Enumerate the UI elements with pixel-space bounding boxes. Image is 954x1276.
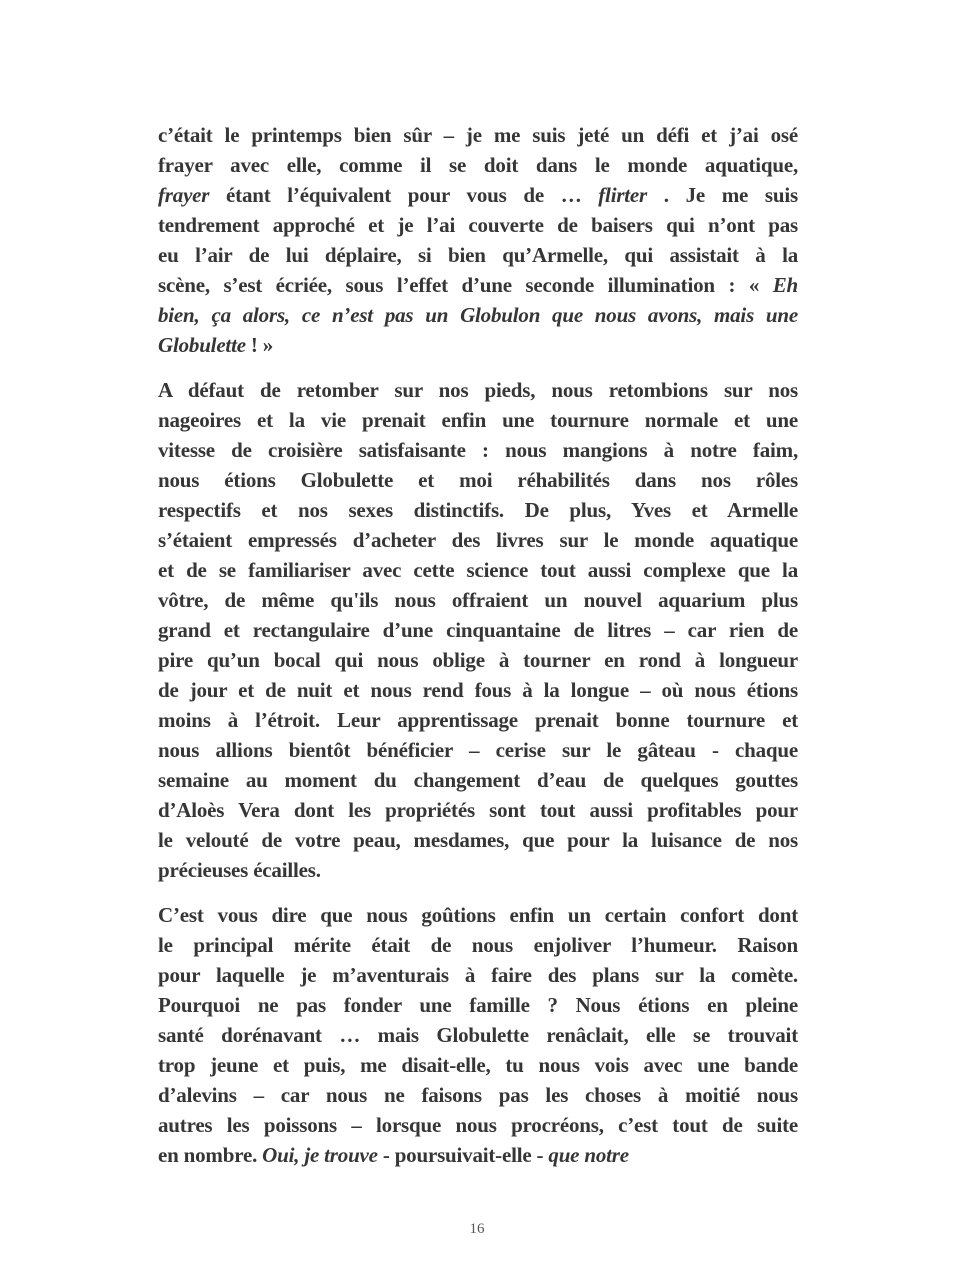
text-line (158, 900, 798, 930)
text-run: tendrement approché et je l’ai couverte de baisers qui n’ont pas (158, 213, 798, 237)
text-line (158, 435, 798, 465)
text-run: A défaut de retomber sur nos pieds, nous retombions sur nos (158, 378, 798, 402)
paragraph (158, 900, 798, 1170)
text-run: c’était le printemps bien sûr – je me suis jeté un défi et j’ai osé (158, 123, 798, 147)
text-run: trop jeune et puis, me disait-elle, tu nous vois avec une bande (158, 1053, 798, 1077)
italic-run: flirter (598, 183, 648, 207)
italic-run: Eh (772, 273, 798, 297)
text-run: précieuses écailles. (158, 858, 321, 882)
text-line (158, 465, 798, 495)
text-line (158, 330, 798, 360)
text-run: pire qu’un bocal qui nous oblige à tourner en rond à longueur (158, 648, 798, 672)
text-run: de jour et de nuit et nous rend fous à la longue – où nous étions (158, 678, 798, 702)
text-line (158, 1080, 798, 1110)
text-run: grand et rectangulaire d’une cinquantaine de litres – car rien de (158, 618, 798, 642)
text-run: C’est vous dire que nous goûtions enfin un certain confort dont (158, 903, 798, 927)
text-run: nous étions Globulette et moi réhabilités dans nos rôles (158, 468, 798, 492)
text-line (158, 495, 798, 525)
text-line (158, 795, 798, 825)
text-line (158, 300, 798, 330)
text-line (158, 825, 798, 855)
text-run: frayer avec elle, comme il se doit dans le monde aquatique, (158, 153, 798, 177)
text-run: moins à l’étroit. Leur apprentissage prenait bonne tournure et (158, 708, 798, 732)
italic-run: Oui, je trouve (262, 1143, 378, 1167)
page-number: 16 (469, 1221, 485, 1237)
text-line (158, 210, 798, 240)
text-line (158, 375, 798, 405)
text-run: le principal mérite était de nous enjoliver l’humeur. Raison (158, 933, 798, 957)
text-line (158, 705, 798, 735)
text-run: d’alevins – car nous ne faisons pas les choses à moitié nous (158, 1083, 798, 1107)
text-run: vôtre, de même qu'ils nous offraient un nouvel aquarium plus (158, 588, 798, 612)
text-line (158, 990, 798, 1020)
text-line (158, 675, 798, 705)
text-run: et de se familiariser avec cette science tout aussi complexe que la (158, 558, 798, 582)
text-run: nageoires et la vie prenait enfin une tournure normale et une (158, 408, 798, 432)
text-run: nous allions bientôt bénéficier – cerise sur le gâteau - chaque (158, 738, 798, 762)
text-line (158, 930, 798, 960)
text-run: scène, s’est écriée, sous l’effet d’une seconde illumination : « (158, 273, 773, 297)
text-run: s’étaient empressés d’acheter des livres sur le monde aquatique (158, 528, 798, 552)
text-line (158, 615, 798, 645)
text-line (158, 555, 798, 585)
text-line (158, 765, 798, 795)
text-line (158, 1110, 798, 1140)
text-line (158, 120, 798, 150)
text-run: eu l’air de lui déplaire, si bien qu’Armelle, qui assistait à la (158, 243, 798, 267)
text-line (158, 1140, 798, 1170)
text-line (158, 270, 798, 300)
text-run: . Je me suis (647, 183, 798, 207)
italic-run: frayer (158, 183, 210, 207)
paragraph (158, 375, 798, 885)
text-run: - poursuivait-elle - (377, 1143, 549, 1167)
text-line (158, 525, 798, 555)
italic-run: Globulette (158, 333, 246, 357)
italic-run: que notre (548, 1143, 629, 1167)
text-run: santé dorénavant … mais Globulette renâclait, elle se trouvait (158, 1023, 798, 1047)
text-run: pour laquelle je m’aventurais à faire des plans sur la comète. (158, 963, 798, 987)
text-line (158, 1020, 798, 1050)
text-run: respectifs et nos sexes distinctifs. De plus, Yves et Armelle (158, 498, 798, 522)
paragraph (158, 120, 798, 360)
text-line (158, 735, 798, 765)
text-line (158, 645, 798, 675)
text-line (158, 855, 798, 885)
text-run: le velouté de votre peau, mesdames, que pour la luisance de nos (158, 828, 798, 852)
text-line (158, 405, 798, 435)
text-run: Pourquoi ne pas fonder une famille ? Nous étions en pleine (158, 993, 798, 1017)
text-run: ! » (245, 333, 274, 357)
text-run: semaine au moment du changement d’eau de quelques gouttes (158, 768, 798, 792)
body-text (158, 120, 798, 1185)
text-run: autres les poissons – lorsque nous procréons, c’est tout de suite (158, 1113, 798, 1137)
text-run: vitesse de croisière satisfaisante : nous mangions à notre faim, (158, 438, 798, 462)
text-run: d’Aloès Vera dont les propriétés sont tout aussi profitables pour (158, 798, 798, 822)
text-run: en nombre. (158, 1143, 263, 1167)
text-line (158, 1050, 798, 1080)
text-line (158, 150, 798, 180)
text-line (158, 240, 798, 270)
text-line (158, 180, 798, 210)
text-line (158, 585, 798, 615)
text-run: étant l’équivalent pour vous de … (209, 183, 599, 207)
italic-run: bien, ça alors, ce n’est pas un Globulon que nous avons, mais une (158, 303, 798, 327)
text-line (158, 960, 798, 990)
